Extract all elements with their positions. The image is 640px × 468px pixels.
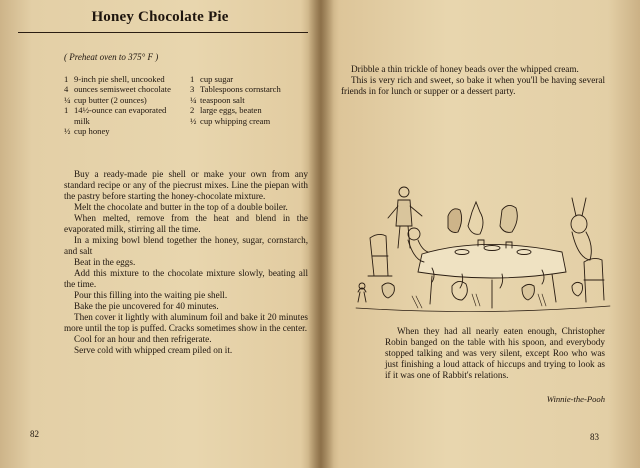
recipe-step: Pour this filling into the waiting pie shell. [74,290,228,300]
ingredient-qty: 1 [64,74,69,84]
ingredient-text: teaspoon salt [200,94,245,105]
ingredient-item [190,74,320,84]
ingredient-text: cup honey [74,126,110,137]
recipe-step: Cool for an hour and then refrigerate. [74,334,212,344]
recipe-continuation [341,64,605,97]
ingredient-qty: ½ [64,126,71,137]
ingredient-text: 9-inch pie shell, uncooked [74,74,165,84]
continuation-paragraph: Dribble a thin trickle of honey beads over the whipped cream. [351,64,579,74]
winnie-the-pooh-quote [385,326,605,381]
recipe-title: Honey Chocolate Pie [91,9,229,25]
ingredient-text: cup butter (2 ounces) [74,94,147,105]
recipe-step: Add this mixture to the chocolate mixture slowly, beating all the time. [64,268,308,289]
ingredient-item [190,105,320,115]
ingredient-item [64,84,184,94]
title-rule [18,32,308,33]
ingredient-qty: 3 [190,84,195,95]
ingredient-qty: 4 [64,84,69,95]
recipe-steps [64,169,308,356]
right-page [322,0,640,468]
ingredient-item [64,95,184,105]
recipe-step: Bake the pie uncovered for 40 minutes. [74,301,219,311]
ingredient-text: 14½-ounce can evaporated milk [74,105,167,126]
recipe-step: In a mixing bowl blend together the honey, sugar, cornstarch, and salt [64,235,308,256]
ingredient-text: ounces semisweet chocolate [74,84,171,95]
ingredient-qty: ¼ [190,94,197,105]
ingredient-text: large eggs, beaten [200,105,262,116]
ingredient-item [190,116,320,126]
ingredient-text: Tablespoons cornstarch [200,84,281,95]
continuation-paragraph: This is very rich and sweet, so bake it when you'll be having several friends in for lunch or supper or a dessert party. [341,75,605,96]
quote-text: When they had all nearly eaten enough, Christopher Robin banged on the table with his spoon, and everybody stopped talking and was very silent, except Roo who was just finishing a loud attack of hiccups and trying to look as if it was one of Rabbit's relations. [385,326,605,380]
preheat-note: ( Preheat oven to 375° F ) [64,52,159,62]
ingredient-item [190,95,320,105]
ingredient-item [190,84,320,94]
ingredients-left-column [64,74,184,136]
ingredient-qty: 1 [64,105,69,116]
ingredient-item [64,74,184,84]
ingredients-right-column [190,74,320,126]
recipe-step: Buy a ready-made pie shell or make your own from any standard recipe or any of the piecrust mixes. Line the piepan with the pastry before starting the honey-chocolate mixture. [64,169,308,201]
recipe-step: When melted, remove from the heat and blend in the evaporated milk, stirring all the time. [64,213,308,234]
recipe-step: Serve cold with whipped cream piled on it. [74,345,233,355]
recipe-step: Beat in the eggs. [74,257,136,267]
ingredient-item [64,105,184,126]
recipe-step: Melt the chocolate and butter in the top of a double boiler. [74,202,288,212]
ingredient-qty: ¼ [64,94,71,105]
ingredient-qty: 1 [190,74,195,84]
page-number-right: 83 [590,432,599,442]
ingredient-qty: 2 [190,105,195,116]
tea-party-illustration [352,176,614,316]
ingredient-text: cup sugar [200,74,234,84]
page-number-left: 82 [30,429,39,439]
recipe-step: Then cover it lightly with aluminum foil and bake it 20 minutes more until the top is puffed. Cracks sometimes show in the center. [64,312,308,333]
quote-attribution: Winnie-the-Pooh [546,394,605,404]
ingredient-item [64,126,184,136]
ingredient-text: cup whipping cream [200,115,271,126]
ingredient-qty: ½ [190,115,197,126]
